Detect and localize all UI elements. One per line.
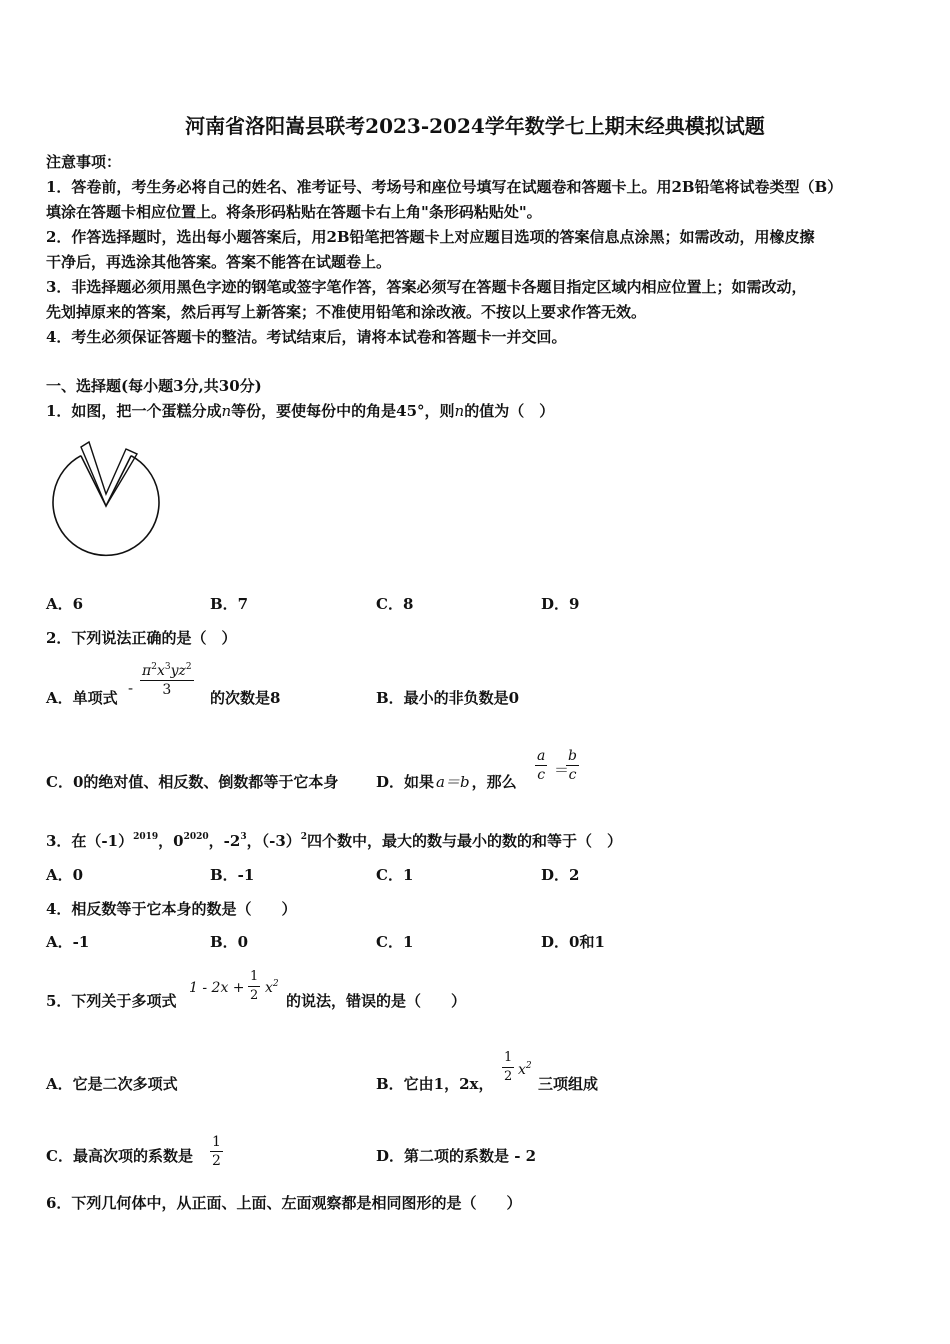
option-d[interactable]: D．如果 a＝b ，那么: [376, 773, 517, 791]
notice-line: 4．考生必须保证答题卡的整洁。考试结束后，请将本试卷和答题卡一并交回。: [46, 328, 567, 346]
option-b[interactable]: B．最小的非负数是0: [376, 689, 520, 707]
fraction-b-over-c: $\frac{b}{c}$: [568, 748, 577, 783]
section-heading: 一、选择题(每小题3分,共30分): [46, 377, 262, 395]
notice-line: 先划掉原来的答案，然后再写上新答案；不准使用铅笔和涂改液。不按以上要求作答无效。: [46, 303, 647, 321]
option-d[interactable]: D．9: [541, 595, 580, 613]
notice-line: 2．作答选择题时，选出每小题答案后，用2B铅笔把答题卡上对应题目选项的答案信息点涂黑；如需改动，用橡皮擦: [46, 228, 815, 246]
option-c[interactable]: C．8: [376, 595, 414, 613]
option-a[interactable]: A．-1: [46, 933, 90, 951]
option-a[interactable]: A．它是二次多项式: [46, 1075, 178, 1093]
cake-figure: [48, 440, 168, 565]
half-fraction: $\frac{1}{2}$: [250, 969, 259, 1003]
option-a[interactable]: A．0: [46, 866, 84, 884]
question-4-stem: 4．相反数等于它本身的数是（ ）: [46, 900, 297, 918]
option-d[interactable]: D．2: [541, 866, 580, 884]
question-1-stem: 1．如图，把一个蛋糕分成n等份，要使每份中的角是45°，则n的值为（ ）: [46, 402, 555, 420]
term-x-squared: $x^2$: [518, 1061, 532, 1078]
page-title: 河南省洛阳嵩县联考2023-2024学年数学七上期末经典模拟试题: [185, 114, 765, 138]
option-c[interactable]: C．1: [376, 933, 414, 951]
option-b-tail: 三项组成: [538, 1075, 599, 1093]
notice-line: 填涂在答题卡相应位置上。将条形码粘贴在答题卡右上角"条形码粘贴处"。: [46, 203, 542, 221]
question-5-tail: 的说法，错误的是（ ）: [286, 992, 467, 1010]
option-b[interactable]: B．7: [210, 595, 249, 613]
question-3-stem: 3．在$(-1)^{2019}$，$0^{2020}$，$-2^3$，$(-3)^2$四个数中，最大的数与最小的数的和等于（ ）: [46, 832, 623, 850]
question-2-stem: 2．下列说法正确的是（ ）: [46, 629, 237, 647]
var-n: n: [221, 402, 232, 420]
option-c[interactable]: C．1: [376, 866, 414, 884]
option-d[interactable]: D．0和1: [541, 933, 605, 951]
option-a[interactable]: A．6: [46, 595, 84, 613]
question-6-stem: 6．下列几何体中，从正面、上面、左面观察都是相同图形的是（ ）: [46, 1194, 522, 1212]
var-n: n: [454, 402, 465, 420]
fraction-a-over-c: $\frac{a}{c}$: [537, 748, 546, 783]
equals-sign: ＝: [554, 761, 570, 779]
option-b[interactable]: B．0: [210, 933, 249, 951]
notice-line: 3．非选择题必须用黑色字迹的钢笔或签字笔作答，答案必须写在答题卡各题目指定区域内相应位置上；如需改动，: [46, 278, 807, 296]
polynomial-x: $x^2$: [265, 979, 279, 996]
polynomial-part: 1 - 2x +: [189, 980, 245, 996]
half-fraction: $\frac{1}{2}$: [212, 1134, 221, 1169]
option-b[interactable]: B．-1: [210, 866, 255, 884]
monomial-fraction: $\frac{\pi^2x^3yz^2}{3}$: [142, 662, 192, 698]
half-fraction: $\frac{1}{2}$: [504, 1050, 513, 1084]
question-5-stem: 5．下列关于多项式: [46, 992, 177, 1010]
option-c[interactable]: C．0的绝对值、相反数、倒数都等于它本身: [46, 773, 339, 791]
notice-heading: 注意事项：: [46, 153, 122, 171]
option-a[interactable]: A．单项式: [46, 689, 118, 707]
option-d[interactable]: D．第二项的系数是 - 2: [376, 1147, 537, 1165]
option-c[interactable]: C．最高次项的系数是: [46, 1147, 193, 1165]
notice-line: 干净后，再选涂其他答案。答案不能答在试题卷上。: [46, 253, 392, 271]
notice-line: 1．答卷前，考生务必将自己的姓名、准考证号、考场号和座位号填写在试题卷和答题卡上。用2B铅笔将试卷类型（B）: [46, 178, 843, 196]
option-b[interactable]: B．它由1，2x，: [376, 1075, 494, 1093]
minus-sign: -: [128, 679, 134, 697]
option-a-tail: 的次数是8: [210, 689, 281, 707]
